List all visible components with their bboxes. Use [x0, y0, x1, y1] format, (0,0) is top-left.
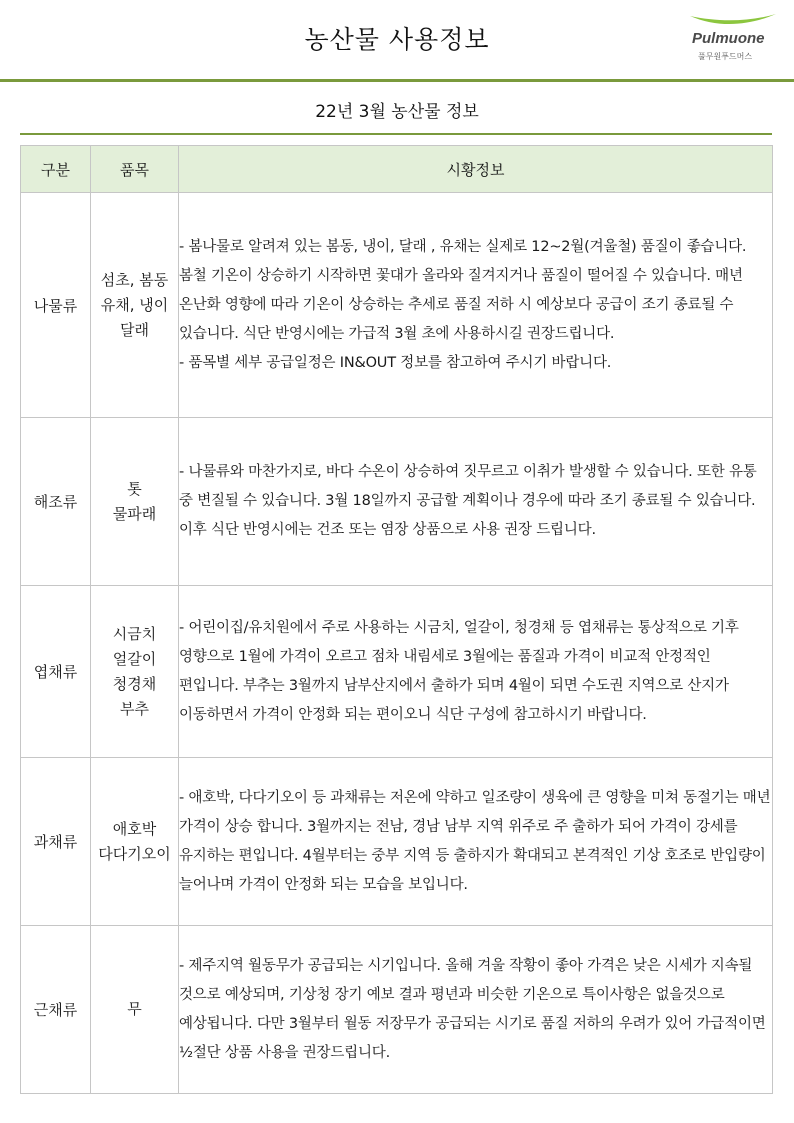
logo-wordmark: Pulmuone — [692, 30, 765, 47]
market-info-cell — [179, 418, 773, 586]
pulmuone-logo — [688, 10, 778, 66]
category-cell: 근채류 — [21, 926, 91, 1094]
table-row — [21, 193, 773, 418]
table-row — [21, 758, 773, 926]
item-name: 얼갈이 — [112, 649, 157, 668]
header-divider — [0, 79, 794, 82]
market-info-paragraph: - 봄나물로 알려져 있는 봄동, 냉이, 달래 , 유채는 실제로 12~2월(겨울철) 품질이 좋습니다. 봄철 기온이 상승하기 시작하면 꽃대가 올라와 질겨지거나 품질이 떨어질 수 있습니다. 매년 온난화 영향에 따라 기온이 상승하는 추세로 품질 저하 시 예상보다 공급이 조기 종료될 수 있습니다. 식단 반영시에는 가급적 3월 초에 사용하시길 권장드립니다. — [179, 238, 747, 342]
market-info-paragraph: - 제주지역 월동무가 공급되는 시기입니다. 올해 겨울 작황이 좋아 가격은 낮은 시세가 지속될 것으로 예상되며, 기상청 장기 예보 결과 평년과 비슷한 기온으로 특이사항은 없을것으로 예상됩니다. 다만 3월부터 월동 저장무가 공급되는 시기로 품질 저하의 우려가 있어 가급적이면 ½절단 상품 사용을 권장드립니다. — [179, 957, 766, 1061]
items-cell — [91, 758, 179, 926]
market-info-cell — [179, 193, 773, 418]
market-info-paragraph: - 품목별 세부 공급일정은 IN&OUT 정보를 참고하여 주시기 바랍니다. — [179, 354, 612, 371]
column-header-market-info: 시황정보 — [179, 146, 773, 193]
items-cell — [91, 926, 179, 1094]
column-header-items: 품목 — [91, 146, 179, 193]
produce-info-table — [20, 145, 773, 1094]
category-cell: 나물류 — [21, 193, 91, 418]
item-name: 애호박 — [112, 819, 157, 838]
item-name: 청경채 — [112, 674, 157, 693]
document-subtitle: 22년 3월 농산물 정보 — [315, 102, 479, 122]
table-row — [21, 418, 773, 586]
item-name: 톳 — [127, 479, 142, 498]
category-cell: 엽채류 — [21, 586, 91, 758]
page-title: 농산물 사용정보 — [304, 25, 490, 54]
logo-subtext: 풀무원푸드머스 — [698, 52, 753, 61]
item-name: 시금치 — [112, 624, 157, 643]
market-info-paragraph: - 어린이집/유치원에서 주로 사용하는 시금치, 얼갈이, 청경채 등 엽채류는 통상적으로 기후 영향으로 1월에 가격이 오르고 점차 내림세로 3월에는 품질과 가격이 비교적 안정적인 편입니다. 부추는 3월까지 남부산지에서 출하가 되며 4월이 되면 수도권 지역으로 산지가 이동하면서 가격이 안정화 되는 편이오니 식단 구성에 참고하시기 바랍니다. — [179, 619, 739, 723]
table-header-row — [21, 146, 773, 193]
column-header-category: 구분 — [21, 146, 91, 193]
market-info-cell — [179, 758, 773, 926]
table-row — [21, 926, 773, 1094]
item-name: 부추 — [120, 699, 149, 718]
market-info-paragraph: - 나물류와 마찬가지로, 바다 수온이 상승하여 짓무르고 이취가 발생할 수 있습니다. 또한 유통 중 변질될 수 있습니다. 3월 18일까지 공급할 계획이나 경우에 따라 조기 종료될 수 있습니다. 이후 식단 반영시에는 건조 또는 염장 상품으로 사용 권장 드립니다. — [179, 464, 757, 538]
market-info-paragraph: - 애호박, 다다기오이 등 과채류는 저온에 약하고 일조량이 생육에 큰 영향을 미쳐 동절기는 매년 가격이 상승 합니다. 3월까지는 전남, 경남 남부 지역 위주로 주 출하가 되어 가격이 강세를 유지하는 편입니다. 4월부터는 중부 지역 등 출하지가 확대되고 본격적인 기상 호조로 반입량이 늘어나며 가격이 안정화 되는 모습을 보입니다. — [179, 789, 771, 893]
item-name: 달래 — [120, 320, 149, 339]
item-name: 물파래 — [112, 504, 157, 523]
item-name: 섬초, 봄동 — [100, 270, 169, 289]
table-row — [21, 586, 773, 758]
item-name: 다다기오이 — [98, 844, 171, 863]
item-name: 무 — [127, 1000, 142, 1018]
items-cell — [91, 418, 179, 586]
category-cell: 과채류 — [21, 758, 91, 926]
items-cell — [91, 586, 179, 758]
item-name: 유채, 냉이 — [100, 295, 169, 314]
page-header — [0, 0, 794, 80]
items-cell — [91, 193, 179, 418]
subtitle-divider — [20, 133, 772, 135]
market-info-cell — [179, 926, 773, 1094]
market-info-cell — [179, 586, 773, 758]
category-cell: 해조류 — [21, 418, 91, 586]
